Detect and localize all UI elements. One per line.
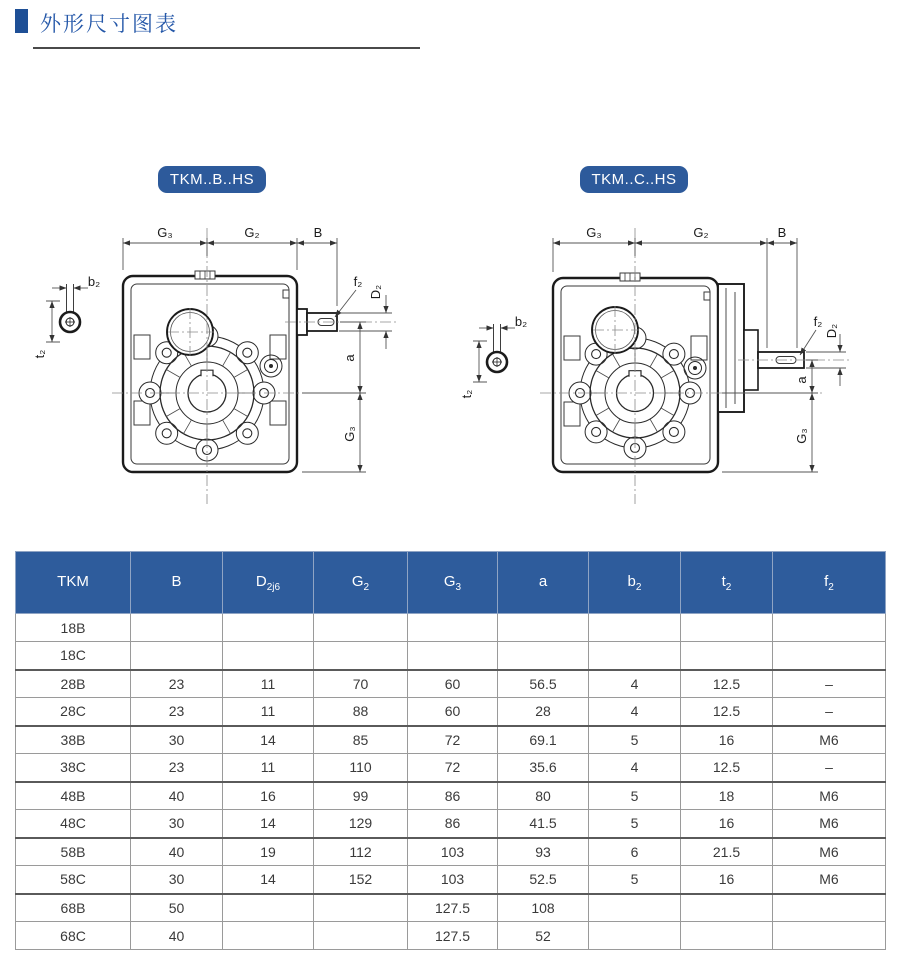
table-cell (408, 642, 498, 670)
dim-label-g2-top: G₂ (244, 225, 260, 240)
dim-label-b2: b₂ (514, 314, 528, 329)
title-underline (33, 47, 420, 49)
table-cell: M6 (773, 866, 886, 894)
table-cell: 56.5 (498, 670, 589, 698)
table-cell: 16 (223, 782, 314, 810)
dim-label-g3-top: G₃ (586, 225, 602, 240)
dim-label-a: a (794, 376, 809, 384)
table-cell (498, 614, 589, 642)
table-row (16, 922, 886, 950)
table-cell: M6 (773, 726, 886, 754)
top-vent-detail (620, 273, 640, 281)
col-header-text: TKM (57, 572, 89, 590)
col-header-text: f (824, 572, 829, 590)
table-cell (223, 614, 314, 642)
table-cell (314, 922, 408, 950)
table-cell (773, 922, 886, 950)
table-cell: 5 (589, 726, 681, 754)
table-cell (314, 894, 408, 922)
table-cell: 30 (131, 866, 223, 894)
col-header-text: t (721, 572, 726, 590)
table-row (16, 782, 886, 810)
row-label: 48B (16, 782, 131, 810)
table-cell (131, 614, 223, 642)
table-cell (131, 642, 223, 670)
table-cell: 52 (498, 922, 589, 950)
table-cell: 80 (498, 782, 589, 810)
table-cell: 152 (314, 866, 408, 894)
table-cell: M6 (773, 838, 886, 866)
dim-label-g3-top: G₃ (157, 225, 173, 240)
dim-label-a: a (342, 354, 357, 362)
title-bullet-icon (15, 9, 28, 33)
table-cell: 19 (223, 838, 314, 866)
table-header-row (16, 552, 886, 614)
table-cell (223, 642, 314, 670)
model-label-tkm-b-hs: TKM..B..HS (158, 166, 266, 193)
table-cell: 40 (131, 838, 223, 866)
table-cell: 86 (408, 782, 498, 810)
table-cell (681, 614, 773, 642)
table-cell: 16 (681, 810, 773, 838)
table-cell: M6 (773, 782, 886, 810)
col-header-text: a (538, 572, 548, 590)
table-cell: 69.1 (498, 726, 589, 754)
table-cell: 86 (408, 810, 498, 838)
table-row (16, 726, 886, 754)
dim-label-d2: D₂ (368, 284, 383, 300)
table-cell: 4 (589, 670, 681, 698)
row-label: 68B (16, 894, 131, 922)
table-cell: M6 (773, 810, 886, 838)
col-header-g2 (314, 552, 408, 614)
table-cell: 23 (131, 698, 223, 726)
table-cell: 88 (314, 698, 408, 726)
table-cell: 108 (498, 894, 589, 922)
row-label: 28B (16, 670, 131, 698)
dim-label-d2: D₂ (824, 323, 839, 339)
row-label: 68C (16, 922, 131, 950)
table-cell: 28 (498, 698, 589, 726)
table-cell (589, 894, 681, 922)
table-cell: – (773, 754, 886, 782)
row-label: 18C (16, 642, 131, 670)
row-label: 48C (16, 810, 131, 838)
table-row (16, 866, 886, 894)
table-cell: 103 (408, 838, 498, 866)
table-cell: 85 (314, 726, 408, 754)
col-header-b (131, 552, 223, 614)
table-cell: 35.6 (498, 754, 589, 782)
col-header-text: b (627, 572, 636, 590)
table-cell: 127.5 (408, 922, 498, 950)
table-cell: 14 (223, 726, 314, 754)
table-cell (773, 894, 886, 922)
table-cell (773, 642, 886, 670)
col-header-sub: 2 (635, 581, 642, 593)
table-cell: 5 (589, 782, 681, 810)
col-header-b2 (589, 552, 681, 614)
key-cross-section (60, 312, 80, 332)
table-cell: 5 (589, 810, 681, 838)
table-cell: 14 (223, 810, 314, 838)
table-cell: 50 (131, 894, 223, 922)
col-header-text: G (443, 572, 456, 590)
dim-label-b-top: B (313, 225, 323, 240)
table-cell: 6 (589, 838, 681, 866)
table-cell: 40 (131, 922, 223, 950)
table-cell: 11 (223, 670, 314, 698)
dim-label-t2: t₂ (32, 349, 47, 359)
row-label: 18B (16, 614, 131, 642)
col-header-text: D (255, 572, 267, 590)
table-cell: 70 (314, 670, 408, 698)
table-cell: 129 (314, 810, 408, 838)
diagram-tkm-b-hs (30, 208, 450, 508)
table-cell (681, 642, 773, 670)
table-row (16, 642, 886, 670)
table-cell: 30 (131, 810, 223, 838)
model-label-tkm-c-hs: TKM..C..HS (580, 166, 688, 193)
table-cell: 41.5 (498, 810, 589, 838)
table-cell: 30 (131, 726, 223, 754)
top-vent-detail (195, 271, 215, 279)
table-cell (773, 614, 886, 642)
col-header-sub: 2 (363, 581, 370, 593)
table-cell (223, 894, 314, 922)
table-row (16, 810, 886, 838)
col-header-sub: 2j6 (266, 581, 281, 593)
table-cell (408, 614, 498, 642)
table-cell (589, 922, 681, 950)
col-header-sub: 2 (828, 581, 834, 593)
col-header-g3 (408, 552, 498, 614)
table-cell: 72 (408, 726, 498, 754)
col-header-sub: 2 (725, 581, 732, 593)
table-cell: 110 (314, 754, 408, 782)
table-cell: 60 (408, 670, 498, 698)
table-cell: 40 (131, 782, 223, 810)
table-cell: 127.5 (408, 894, 498, 922)
table-cell: 23 (131, 754, 223, 782)
row-label: 38B (16, 726, 131, 754)
table-cell (681, 922, 773, 950)
table-cell: 4 (589, 698, 681, 726)
table-cell: 11 (223, 698, 314, 726)
col-header-tkm (16, 552, 131, 614)
dim-label-g2-top: G₂ (693, 225, 709, 240)
dim-label-g3-right: G₃ (794, 428, 809, 444)
row-label: 38C (16, 754, 131, 782)
table-cell (589, 614, 681, 642)
table-row (16, 698, 886, 726)
table-cell: – (773, 670, 886, 698)
table-cell: 112 (314, 838, 408, 866)
dim-label-t2: t₂ (459, 389, 474, 399)
col-header-a (498, 552, 589, 614)
dim-label-b2: b₂ (87, 274, 101, 289)
table-cell: 12.5 (681, 670, 773, 698)
table-cell: 12.5 (681, 754, 773, 782)
table-row (16, 754, 886, 782)
table-cell (314, 614, 408, 642)
col-header-text: B (171, 572, 182, 590)
dim-label-f2: f₂ (353, 274, 363, 289)
table-cell: 60 (408, 698, 498, 726)
col-header-f2 (773, 552, 886, 614)
table-cell: 52.5 (498, 866, 589, 894)
page-title: 外形尺寸图表 (40, 13, 178, 36)
table-cell: 11 (223, 754, 314, 782)
diagram-tkm-c-hs (450, 208, 900, 508)
table-row (16, 614, 886, 642)
row-label: 28C (16, 698, 131, 726)
table-cell: 16 (681, 726, 773, 754)
table-cell: 18 (681, 782, 773, 810)
table-cell: 4 (589, 754, 681, 782)
table-cell (681, 894, 773, 922)
table-cell: 12.5 (681, 698, 773, 726)
row-label: 58C (16, 866, 131, 894)
col-header-sub: 3 (455, 581, 462, 593)
col-header-t2 (681, 552, 773, 614)
key-cross-section (487, 352, 507, 372)
table-cell: 93 (498, 838, 589, 866)
table-cell: 16 (681, 866, 773, 894)
dimension-table (15, 551, 886, 950)
row-label: 58B (16, 838, 131, 866)
col-header-text: G (351, 572, 364, 590)
table-cell: 23 (131, 670, 223, 698)
table-cell: 72 (408, 754, 498, 782)
table-cell: 99 (314, 782, 408, 810)
col-header-d2j6 (223, 552, 314, 614)
dim-label-b-top: B (777, 225, 787, 240)
table-cell: 14 (223, 866, 314, 894)
table-cell: 21.5 (681, 838, 773, 866)
table-row (16, 894, 886, 922)
table-cell (314, 642, 408, 670)
table-cell (498, 642, 589, 670)
table-cell (589, 642, 681, 670)
table-cell: – (773, 698, 886, 726)
table-cell: 103 (408, 866, 498, 894)
table-row (16, 670, 886, 698)
table-row (16, 838, 886, 866)
dim-label-f2: f₂ (813, 314, 823, 329)
table-cell (223, 922, 314, 950)
table-cell: 5 (589, 866, 681, 894)
dim-label-g3-right: G₃ (342, 426, 357, 442)
